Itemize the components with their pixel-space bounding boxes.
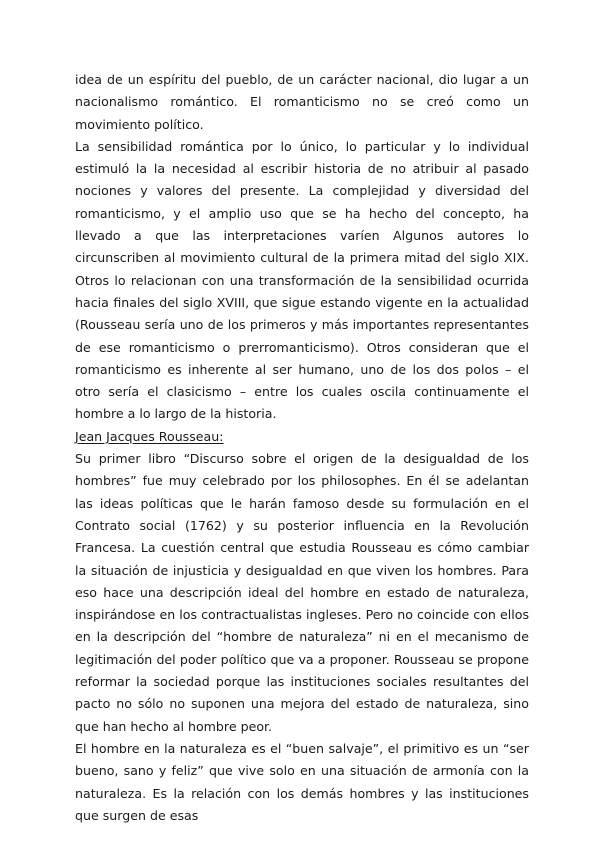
paragraph-sensibilidad-romantica: La sensibilidad romántica por lo único, lo particular y lo individual estimuló la la necesidad al escribir historia de no atribuir al pasado nociones y valores del presente. La complejidad y diversidad del romanticismo, y el amplio uso que se ha hecho del concepto, ha llevado a que las interpretaciones varíen Algunos autores lo circunscriben al movimiento cultural de la primera mitad del siglo XIX. Otros lo relacionan con una transformación de la sensibilidad ocurrida hacia finales del siglo XVIII, que sigue estando vigente en la actualidad (Rousseau sería uno de los primeros y más importantes representantes de ese romanticismo o prerromanticismo). Otros consideran que el romanticismo es inherente al ser humano, uno de los dos polos – el otro sería el clasicismo – entre los cuales oscila continuamente el hombre a lo largo de la historia. xyxy=(75,138,529,422)
document-body xyxy=(75,69,529,827)
section-heading-rousseau: Jean Jacques Rousseau: xyxy=(75,428,224,444)
paragraph-romanticismo-nacionalismo: idea de un espíritu del pueblo, de un carácter nacional, dio lugar a un nacionalismo romántico. El romanticismo no se creó como un movimiento político. xyxy=(75,72,529,132)
paragraph-discurso-desigualdad: Su primer libro “Discurso sobre el origen de la desigualdad de los hombres” fue muy celebrado por los philosophes. En él se adelantan las ideas políticas que le harán famoso desde su formulación en el Contrato social (1762) y su posterior influencia en la Revolución Francesa. La cuestión central que estudia Rousseau es cómo cambiar la situación de injusticia y desigualdad en que viven los hombres. Para eso hace una descripción ideal del hombre en estado de naturaleza, inspirándose en los contractualistas ingleses. Pero no coincide con ellos en la descripción del “hombre de naturaleza” ni en el mecanismo de legitimación del poder político que va a proponer. Rousseau se propone reformar la sociedad porque las instituciones sociales resultantes del pacto no sólo no suponen una mejora del estado de naturaleza, sino que han hecho al hombre peor. xyxy=(75,451,529,734)
paragraph-buen-salvaje: El hombre en la naturaleza es el “buen salvaje”, el primitivo es un “ser bueno, sano y feliz” que vive solo en una situación de armonía con la naturaleza. Es la relación con los demás hombres y las instituciones que surgen de esas xyxy=(75,740,529,823)
